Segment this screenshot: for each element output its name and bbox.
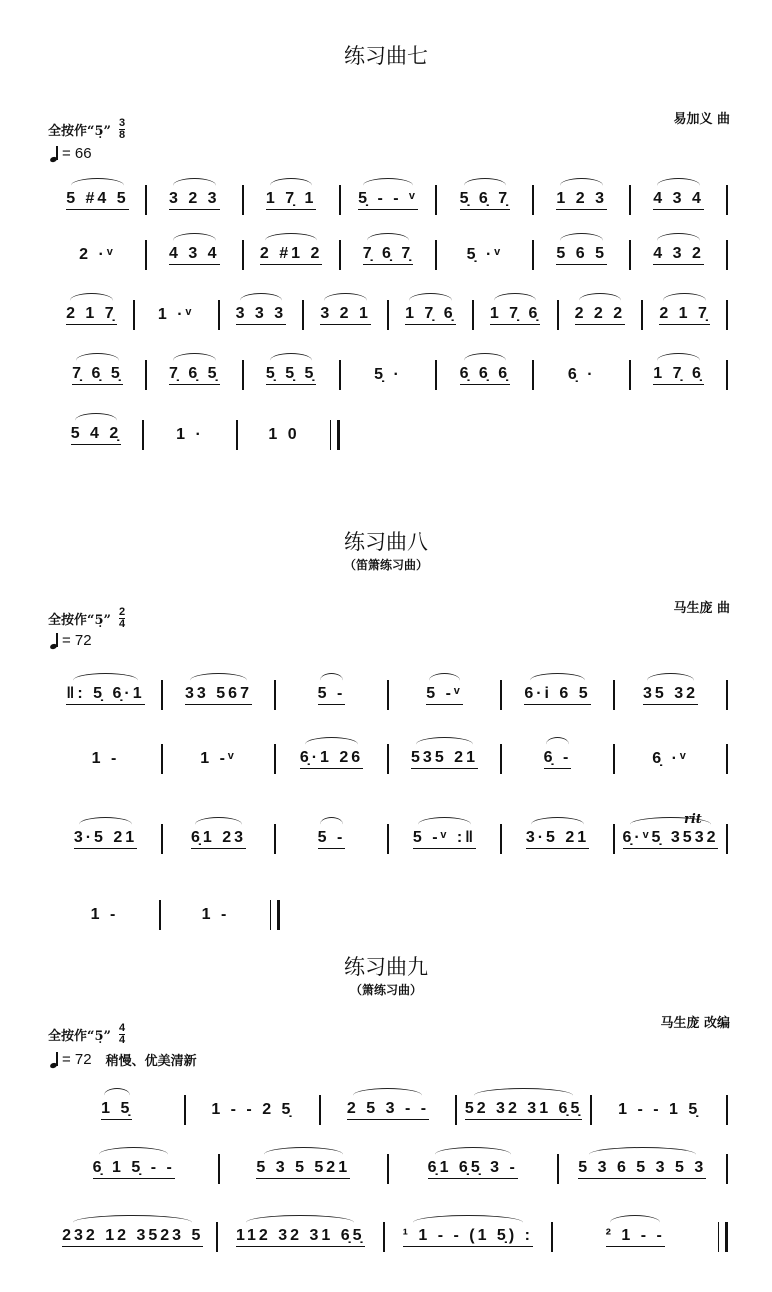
measure — [276, 685, 387, 705]
measure-notes: 2 ·ᵛ — [79, 245, 116, 263]
score-line — [50, 1095, 728, 1125]
score-line — [50, 1222, 728, 1252]
measure-notes: ‖: 5̣ 6̣·1 — [66, 685, 144, 705]
score-line — [50, 744, 728, 774]
measure-notes: 5̣ 5̣ 5̣ — [266, 365, 317, 385]
measure-notes: 3 2 1 — [320, 305, 371, 325]
measure — [559, 305, 642, 325]
time-signature — [119, 607, 125, 630]
measure — [50, 190, 145, 210]
measure-notes: 5 - — [318, 685, 346, 705]
measure — [163, 750, 274, 769]
key-text: 全按作“5̣” — [48, 1029, 112, 1044]
measure — [502, 829, 613, 849]
piece-title: 练习曲八 — [344, 530, 428, 554]
measure — [304, 305, 387, 325]
time-sig-top: 4 — [119, 1022, 126, 1034]
measure — [389, 685, 500, 705]
key-signature — [48, 1023, 125, 1046]
measure-notes: 4 3 4 — [169, 245, 220, 265]
measure — [163, 829, 274, 849]
measure — [534, 366, 629, 385]
quarter-note-icon — [50, 633, 58, 649]
measure-notes: 1 7̣ 1 — [266, 190, 317, 210]
measure — [147, 365, 242, 385]
measure-notes: 5 4 2̣ — [71, 425, 122, 445]
measure — [144, 426, 236, 445]
measure-notes: 2 1 7̣ — [659, 305, 710, 325]
measure — [50, 1227, 216, 1247]
tempo-value: = 72 — [62, 632, 92, 649]
score-line — [50, 900, 280, 930]
measure — [553, 1227, 719, 1247]
measure — [321, 1100, 455, 1120]
measure — [244, 190, 339, 210]
measure — [161, 906, 270, 925]
final-barline — [330, 420, 340, 450]
piece-title: 练习曲九 — [344, 955, 428, 979]
measure — [615, 685, 726, 705]
measure-notes: 1 5̣ — [101, 1100, 132, 1120]
measure — [502, 685, 613, 705]
measure — [50, 750, 161, 769]
measure — [502, 749, 613, 769]
measure-notes: 1 7̣ 6̣ — [653, 365, 704, 385]
rit-annotation: rit — [684, 812, 702, 827]
barline — [726, 300, 728, 330]
measure-notes: 7̣ 6̣ 5̣ — [72, 365, 123, 385]
measure-notes: 6̣ · — [567, 365, 596, 383]
composer-credit: 马生庞 曲 — [673, 601, 730, 616]
measure — [389, 305, 472, 325]
barline — [726, 1154, 728, 1184]
time-sig-bottom: 4 — [119, 618, 126, 630]
barline — [726, 240, 728, 270]
key-text: 全按作“5̣” — [48, 124, 112, 139]
score-line — [50, 240, 728, 270]
measure — [643, 305, 726, 325]
quarter-note-icon — [50, 146, 58, 162]
measure-notes: 2 #1 2 — [260, 245, 322, 265]
measure-notes: 1 - — [91, 749, 120, 767]
measure-notes: 4 3 4 — [653, 190, 704, 210]
measure-notes: 6̣·1 26 — [300, 749, 363, 769]
score-line — [50, 680, 728, 710]
measure — [50, 1159, 218, 1179]
measure-notes: 1 7̣ 6̣ — [405, 305, 456, 325]
measure-notes: ² 1 - - — [606, 1227, 665, 1247]
measure-notes: 1 2 3 — [556, 190, 607, 210]
measure-notes: 6̣ 6̣ 6̣ — [460, 365, 511, 385]
measure — [534, 190, 629, 210]
measure-notes: 6̣1 6̣5̣ 3 - — [428, 1159, 518, 1179]
measure — [186, 1101, 320, 1120]
key-signature — [48, 118, 125, 141]
score-line — [50, 300, 728, 330]
measure — [276, 829, 387, 849]
measure-notes: 3·5 21 — [74, 829, 137, 849]
measure — [592, 1101, 726, 1120]
measure-notes: 5 3 6 5 3 5 3 — [578, 1159, 706, 1179]
piece-title: 练习曲七 — [344, 44, 428, 68]
measure — [50, 906, 159, 925]
score-line — [50, 185, 728, 215]
measure — [389, 829, 500, 849]
measure — [218, 1227, 384, 1247]
score-line — [50, 824, 728, 854]
barline — [726, 1095, 728, 1125]
measure — [389, 749, 500, 769]
measure-notes: 7̣ 6̣ 7̣ — [363, 245, 414, 265]
measure — [615, 750, 726, 769]
measure-notes: ¹ 1 - - (1 5̣) : — [403, 1227, 533, 1247]
measure — [437, 190, 532, 210]
measure-notes: 6̣·ᵛ5̣ 3532 — [623, 829, 719, 849]
measure-notes: 6̣ - — [544, 749, 572, 769]
measure-notes: 2 5 3 - - — [347, 1100, 429, 1120]
measure-notes: 6̣ 1 5̣ - - — [93, 1159, 175, 1179]
measure-notes: 5 3 5 521 — [256, 1159, 350, 1179]
measure — [437, 365, 532, 385]
measure — [50, 829, 161, 849]
measure — [457, 1100, 591, 1120]
measure-notes: 35 32 — [643, 685, 698, 705]
barline — [726, 680, 728, 710]
final-barline — [718, 1222, 728, 1252]
score-line — [50, 1154, 728, 1184]
measure-notes: 5̣ ·ᵛ — [466, 245, 504, 263]
measure — [220, 305, 303, 325]
measure-notes: 33 567 — [185, 685, 252, 705]
measure — [50, 365, 145, 385]
measure — [147, 245, 242, 265]
piece-subtitle: （笛箫练习曲） — [343, 558, 428, 572]
composer-credit: 马生庞 改编 — [660, 1016, 730, 1031]
measure — [615, 829, 726, 849]
key-text: 全按作“5̣” — [48, 613, 112, 628]
tempo-marking — [50, 145, 92, 162]
barline — [726, 185, 728, 215]
measure-notes: 232 12 3523 5 — [62, 1227, 203, 1247]
measure-notes: 535 21 — [411, 749, 478, 769]
measure-notes: 52 32 31 6̣5̣ — [465, 1100, 583, 1120]
measure-notes: 4 3 2 — [653, 245, 704, 265]
measure — [50, 305, 133, 325]
measure-notes: 5̣ · — [374, 365, 402, 383]
piece-subtitle: （箫练习曲） — [349, 983, 422, 997]
key-signature — [48, 607, 125, 630]
measure — [220, 1159, 388, 1179]
time-sig-top: 3 — [119, 117, 126, 129]
time-signature — [119, 1023, 125, 1046]
measure-notes: 1 · — [176, 425, 204, 443]
measure-notes: 5̣ 6̣ 7̣ — [460, 190, 511, 210]
measure — [389, 1159, 557, 1179]
measure — [244, 365, 339, 385]
measure-notes: 5 -ᵛ — [426, 685, 463, 705]
measure-notes: 1 0 — [268, 425, 300, 443]
measure-notes: 1 - — [90, 905, 119, 923]
measure-notes: 1 7̣ 6̣ — [490, 305, 541, 325]
measure-notes: 1 - - 2 5̣ — [211, 1100, 294, 1118]
measure-notes: 6·i 6 5 — [524, 685, 590, 705]
tempo-expression: 稍慢、优美清新 — [105, 1054, 197, 1069]
measure — [385, 1227, 551, 1247]
composer-credit: 易加义 曲 — [673, 112, 730, 127]
measure — [50, 425, 142, 445]
tempo-marking — [50, 1050, 197, 1069]
measure — [341, 245, 436, 265]
barline — [726, 744, 728, 774]
measure-notes: 7̣ 6̣ 5̣ — [169, 365, 220, 385]
measure-notes: 1 -ᵛ — [200, 749, 237, 767]
measure-notes: 2 2 2 — [575, 305, 626, 325]
measure — [147, 190, 242, 210]
measure — [631, 365, 726, 385]
measure — [135, 306, 218, 325]
tempo-value: = 66 — [62, 145, 92, 162]
measure-notes: 3 2 3 — [169, 190, 220, 210]
time-sig-top: 2 — [119, 606, 126, 618]
tempo-marking — [50, 632, 92, 649]
measure — [437, 246, 532, 265]
quarter-note-icon — [50, 1052, 58, 1068]
measure — [163, 685, 274, 705]
measure — [50, 685, 161, 705]
measure — [534, 245, 629, 265]
measure — [276, 749, 387, 769]
time-signature — [119, 118, 125, 141]
score-line — [50, 360, 728, 390]
tempo-value: = 72 — [62, 1051, 92, 1068]
measure-notes: 112 32 31 6̣5̣ — [236, 1227, 365, 1247]
score-line — [50, 420, 340, 450]
measure-notes: 2 1 7̣ — [66, 305, 117, 325]
measure-notes: 3 3 3 — [236, 305, 287, 325]
time-sig-bottom: 4 — [119, 1034, 126, 1046]
measure-notes: 5 -ᵛ :‖ — [413, 829, 476, 849]
measure — [50, 1100, 184, 1120]
time-sig-bottom: 8 — [119, 129, 126, 141]
measure-notes: 5̣ - - ᵛ — [358, 190, 418, 210]
measure — [341, 190, 436, 210]
measure — [50, 246, 145, 265]
measure-notes: 6̣1 23 — [191, 829, 246, 849]
measure — [341, 366, 436, 385]
measure — [631, 245, 726, 265]
measure — [559, 1159, 727, 1179]
barline — [726, 824, 728, 854]
final-barline — [270, 900, 280, 930]
measure-notes: 5 - — [318, 829, 346, 849]
barline — [726, 360, 728, 390]
measure-notes: 1 ·ᵛ — [157, 305, 195, 323]
measure-notes: 3·5 21 — [526, 829, 589, 849]
measure — [474, 305, 557, 325]
measure — [631, 190, 726, 210]
measure-notes: 1 - — [201, 905, 230, 923]
measure-notes: 6̣ ·ᵛ — [652, 749, 689, 767]
measure-notes: 5 #4 5 — [66, 190, 128, 210]
measure-notes: 1 - - 1 5̣ — [618, 1100, 701, 1118]
measure — [244, 245, 339, 265]
measure-notes: 5 6 5 — [556, 245, 607, 265]
measure — [238, 426, 330, 445]
